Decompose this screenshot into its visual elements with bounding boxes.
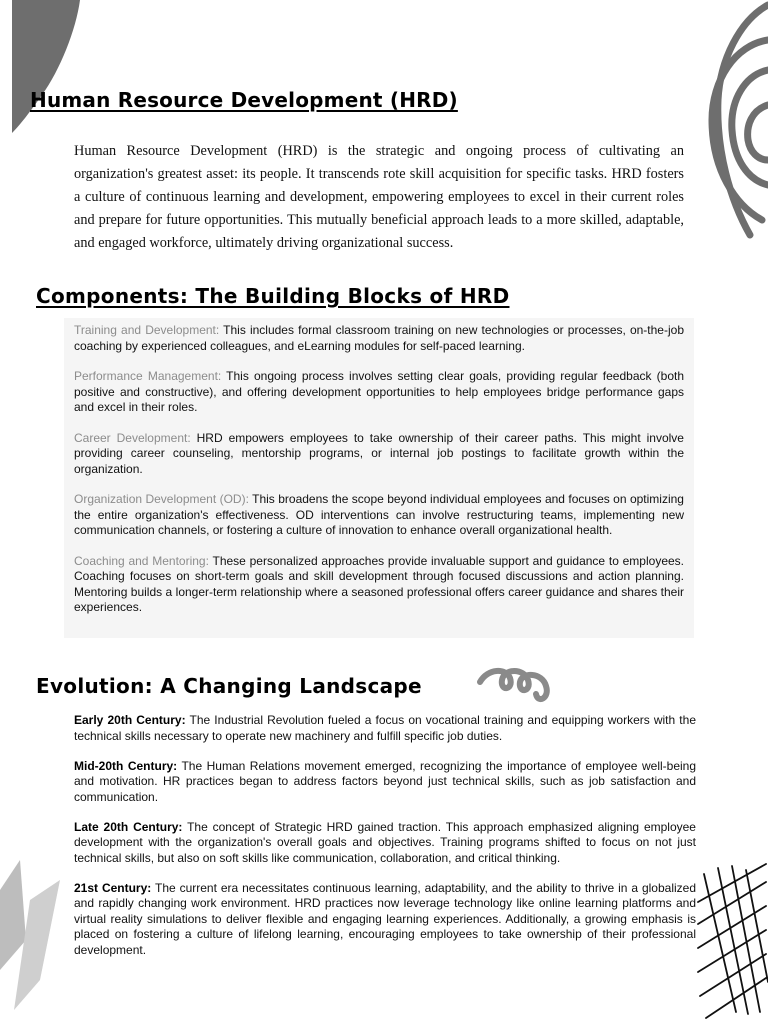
evolution-label: Early 20th Century: [74,713,186,727]
component-label: Coaching and Mentoring: [74,553,209,568]
component-item [74,323,684,354]
bottom-right-crosshatch-decoration [696,862,768,1022]
component-item [74,369,684,416]
evolution-item [74,881,696,959]
evolution-label: Mid-20th Century: [74,758,178,773]
component-label: Organization Development (OD): [74,492,249,506]
evolution-text: The Human Relations movement emerged, recognizing the importance of employee well-being and motivation. HR practices began to address factors beyond just technical skills, such as job satisfaction and communication. [74,758,697,804]
intro-paragraph: Human Resource Development (HRD) is the strategic and ongoing process of cultivating an organization's greatest asset: its people. It transcends rote skill acquisition for specific tasks. HRD fosters a culture of continuous learning and development, empowering employees to excel in their current roles and prepare for future opportunities. This mutually beneficial approach leads to a more skilled, adaptable, and engaged workforce, ultimately driving organizational success. [74,143,684,251]
components-list [74,323,684,631]
page-title: Human Resource Development (HRD) [30,88,458,112]
evolution-label: 21st Century: [74,880,152,895]
component-label: Performance Management: [74,369,222,383]
component-text: This includes formal classroom training on new technologies or processes, on-the-job coaching by experienced colleagues, and eLearning modules for self-paced learning. [74,323,684,353]
component-label: Training and Development: [74,323,220,337]
evolution-heading: Evolution: A Changing Landscape [36,674,422,698]
components-heading: Components: The Building Blocks of HRD [36,284,510,308]
evolution-item [74,820,696,867]
evolution-list [74,713,696,973]
component-text: These personalized approaches provide invaluable support and guidance to employees. Coaching focuses on short-term goals and skill development through focused discussions and action planning. Mentoring builds a longer-term relationship where a seasoned professional offers career guidance and shares their experiences. [74,553,684,614]
top-left-brush-shape [0,0,90,140]
evolution-text: The Industrial Revolution fueled a focus on vocational training and equipping workers with the technical skills necessary to operate new machinery and fulfill specific job duties. [74,713,696,743]
squiggle-decoration [476,664,560,716]
evolution-item [74,713,696,744]
component-label: Career Development: [74,430,191,445]
component-item [74,492,684,539]
top-right-scribble-decoration [690,0,768,250]
evolution-item [74,759,696,806]
evolution-label: Late 20th Century: [74,819,183,834]
bottom-left-brush-shape [0,860,70,1024]
component-text: This ongoing process involves setting clear goals, providing regular feedback (both positive and constructive), and offering development opportunities to help employees bridge performance gaps and excel in their roles. [74,369,684,414]
component-text: HRD empowers employees to take ownership of their career paths. This might involve providing career counseling, mentorship programs, or internal job postings to facilitate growth within the organization. [74,430,684,476]
component-text: This broadens the scope beyond individual employees and focuses on optimizing the entire organization's effectiveness. OD interventions can involve restructuring teams, implementing new communication channels, or fostering a culture of innovation to enhance overall organizational health. [74,492,684,537]
evolution-text: The current era necessitates continuous learning, adaptability, and the ability to thrive in a globalized and rapidly changing work environment. HRD practices now leverage technology like online learning platforms and virtual reality simulations to deliver flexible and engaging learning experiences. Additionally, a growing emphasis is placed on fostering a culture of lifelong learning, encouraging employees to take ownership of their professional development. [74,880,696,957]
component-item [74,554,684,616]
evolution-text: The concept of Strategic HRD gained traction. This approach emphasized aligning employee development with the organization's overall goals and objectives. Training programs shifted to focus on not just technical skills, but also on soft skills like communication, collaboration, and critical thinking. [74,819,696,865]
component-item [74,431,684,478]
